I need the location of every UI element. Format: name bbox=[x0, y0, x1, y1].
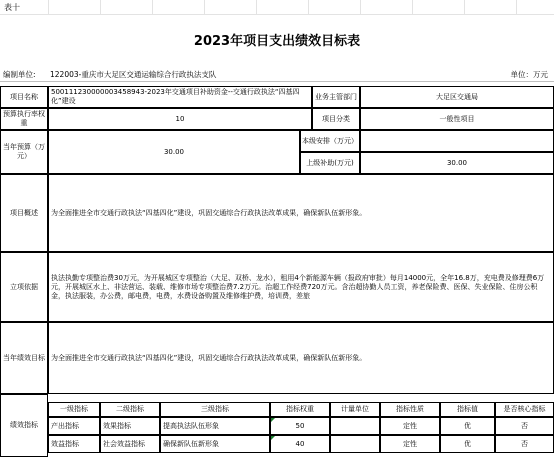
indicator-core[interactable]: 否 bbox=[495, 435, 554, 453]
header-nature: 指标性质 bbox=[380, 402, 440, 417]
indicator-weight[interactable]: 40 bbox=[270, 435, 330, 453]
upper-label: 上级补助(万元) bbox=[300, 152, 360, 174]
grid-col bbox=[256, 0, 257, 14]
indicator-unit[interactable] bbox=[330, 417, 380, 435]
period-value[interactable]: 10 bbox=[48, 108, 312, 130]
period-label: 预算执行率权重 bbox=[0, 108, 48, 130]
basis-label: 立项依据 bbox=[0, 252, 48, 322]
grid-col bbox=[308, 0, 309, 14]
dept-value[interactable]: 大足区交通局 bbox=[360, 86, 554, 108]
overview-text[interactable]: 为全面推进全市交通行政执法“四基四化”建设，巩固交通综合行政执法改革成果，确保新队伍新形象。 bbox=[48, 174, 554, 252]
header-unit: 计量单位 bbox=[330, 402, 380, 417]
header-core: 是否核心指标 bbox=[495, 402, 554, 417]
indicators-section-label: 绩效指标 bbox=[0, 394, 48, 457]
category-label: 项目分类 bbox=[312, 108, 360, 130]
indicator-level3[interactable]: 确保新队伍新形象 bbox=[160, 435, 270, 453]
goal-text[interactable]: 为全面推进全市交通行政执法“四基四化”建设，巩固交通综合行政执法改革成果，确保新队伍新形象。 bbox=[48, 322, 554, 394]
grid-col bbox=[516, 0, 517, 14]
indicator-level2[interactable]: 社会效益指标 bbox=[100, 435, 160, 453]
indicator-level1[interactable]: 效益指标 bbox=[48, 435, 100, 453]
grid-col bbox=[412, 0, 413, 14]
header-value: 指标值 bbox=[440, 402, 495, 417]
meta-line bbox=[0, 67, 554, 82]
grid-col bbox=[152, 0, 153, 14]
local-value[interactable] bbox=[360, 130, 554, 152]
goal-label: 当年绩效目标 bbox=[0, 322, 48, 394]
unit-label: 编制单位: bbox=[3, 70, 36, 79]
indicator-nature[interactable]: 定性 bbox=[380, 435, 440, 453]
page-title: 2023年项目支出绩效目标表 bbox=[193, 34, 361, 49]
header-weight: 指标权重 bbox=[270, 402, 330, 417]
grid-col bbox=[464, 0, 465, 14]
indicator-nature[interactable]: 定性 bbox=[380, 417, 440, 435]
indicator-level1[interactable]: 产出指标 bbox=[48, 417, 100, 435]
indicator-level3[interactable]: 提高执法队伍形象 bbox=[160, 417, 270, 435]
header-level1: 一级指标 bbox=[48, 402, 100, 417]
project-name-label: 项目名称 bbox=[0, 86, 48, 108]
basis-text[interactable]: 执法执勤专项整治费30万元，为开展城区专项整治（大足、双桥、龙水），租用4个新能源车辆（报政府审批）每月14000元，全年16.8万，充电费及修理费6万元，开展城区水上、非法营运、装载、维修市场专项整治费7.2万元。治超工作经费720万元。含治超协勤人员工资，养老保险费、医保、失业保险、住房公积金，执法服装，办公费，邮电费，电费，水费设备购置及维修维护费，培训费，差旅 bbox=[48, 252, 554, 322]
unit-value: 122003-重庆市大足区交通运输综合行政执法支队 bbox=[50, 70, 217, 79]
grid-col bbox=[204, 0, 205, 14]
budget-label: 当年预算（万元） bbox=[0, 130, 48, 174]
header-level2: 二级指标 bbox=[100, 402, 160, 417]
project-name-value[interactable]: 500111230000003458943-2023年交通项目补助资金--交通行政执法“四基四化”建设 bbox=[48, 86, 312, 108]
indicator-value[interactable]: 优 bbox=[440, 435, 495, 453]
header-level3: 三级指标 bbox=[160, 402, 270, 417]
grid-col bbox=[100, 0, 101, 14]
category-value[interactable]: 一般性项目 bbox=[360, 108, 554, 130]
indicator-core[interactable]: 否 bbox=[495, 417, 554, 435]
grid-row bbox=[0, 14, 554, 28]
upper-value[interactable]: 30.00 bbox=[360, 152, 554, 174]
indicator-unit[interactable] bbox=[330, 435, 380, 453]
money-unit: 单位：万元 bbox=[510, 70, 548, 79]
sheet-label: 表十 bbox=[4, 3, 20, 12]
overview-label: 项目概述 bbox=[0, 174, 48, 252]
dept-label: 业务主管部门 bbox=[312, 86, 360, 108]
indicator-level2[interactable]: 效果指标 bbox=[100, 417, 160, 435]
grid-col bbox=[48, 0, 49, 14]
indicator-value[interactable]: 优 bbox=[440, 417, 495, 435]
grid-col bbox=[360, 0, 361, 14]
local-label: 本级安排（万元） bbox=[300, 130, 360, 152]
indicator-weight[interactable]: 50 bbox=[270, 417, 330, 435]
budget-value[interactable]: 30.00 bbox=[48, 130, 300, 174]
grid-row bbox=[0, 0, 554, 15]
